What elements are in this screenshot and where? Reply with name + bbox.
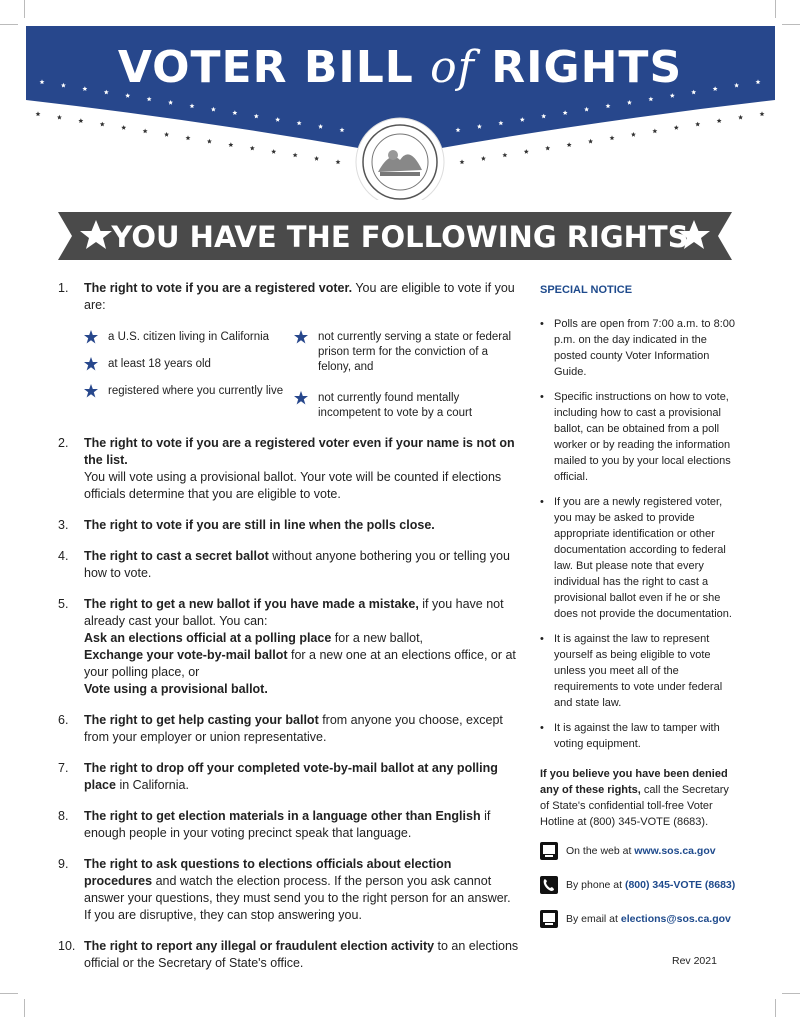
right-item: 9. The right to ask questions to elections officials about election procedures and watch the election process. If the person you ask cannot answer your questions, they must send you to the right person for an answer. If you are disruptive, they can stop answering you. [58, 857, 511, 922]
star-icon [460, 159, 465, 164]
star-icon [84, 357, 98, 371]
right-item: 6. The right to get help casting your ballot from anyone you choose, except from your employer or union representative. [58, 713, 503, 744]
star-icon [314, 156, 319, 161]
star-icon [294, 391, 308, 405]
star-icon [567, 142, 572, 147]
star-icon [84, 384, 98, 398]
eligibility-list [84, 330, 520, 421]
notice-item: • If you are a newly registered voter, you may be asked to provide appropriate identification or other documentation according to federal law. But please note that every individual has the right to cast a provisional ballot even if he or she does not provide the documentation. [540, 496, 732, 620]
star-icon [186, 135, 191, 140]
computer-icon [540, 910, 558, 928]
right-item: 10. The right to report any illegal or fraudulent election activity to an elections official or the Secretary of State's office. [58, 939, 519, 970]
special-notice-title: SPECIAL NOTICE [540, 284, 633, 296]
star-icon [674, 125, 679, 130]
star-icon [481, 156, 486, 161]
page-title: VOTER BILL of RIGHTS [117, 42, 683, 93]
star-icon [271, 149, 276, 154]
star-icon [294, 330, 308, 344]
notice-item: • It is against the law to tamper with voting equipment. [540, 722, 720, 750]
eligibility-item: at least 18 years old [84, 357, 284, 372]
star-icon [84, 330, 98, 344]
denied-rights-text: If you believe you have been denied any of these rights, call the Secretary of State's confidential toll-free Voter Hotline at (800) 345-VOTE (8683). [540, 768, 729, 828]
star-icon [143, 129, 148, 134]
notice-item: • It is against the law to represent yourself as being eligible to vote unless you meet all of the requirements to vote under federal and state law. [540, 633, 723, 709]
crop-mark [0, 993, 18, 994]
star-icon [121, 125, 126, 130]
right-item: 4. The right to cast a secret ballot without anyone bothering you or telling you how to vote. [58, 549, 510, 580]
star-icon [502, 153, 507, 158]
rights-list [58, 280, 520, 986]
star-icon [695, 122, 700, 127]
crop-mark [782, 993, 800, 994]
star-icon [631, 132, 636, 137]
star-icon [57, 115, 62, 120]
computer-icon [540, 842, 558, 860]
star-icon [293, 153, 298, 158]
star-icon [652, 129, 657, 134]
star-icon [760, 111, 765, 116]
eligibility-item: not currently serving a state or federal prison term for the conviction of a felony, and [294, 330, 514, 375]
star-icon [545, 146, 550, 151]
revision-label: Rev 2021 [672, 955, 717, 967]
header-banner [0, 0, 800, 200]
right-item: 8. The right to get election materials in a language other than English if enough people in your voting precinct speak that language. [58, 809, 491, 840]
star-icon [78, 118, 83, 123]
california-state-seal-icon [356, 118, 444, 200]
star-icon [164, 132, 169, 137]
star-icon [228, 142, 233, 147]
right-item: 1. The right to vote if you are a registered voter. You are eligible to vote if you are: a U.S. citizen living in California at least 18 years old registered where you currently live not currently serving a state or federal prison term for the conviction of a felony, and not currently found mentally incompetent to vote by a court [58, 280, 520, 421]
right-item: 7. The right to drop off your completed vote-by-mail ballot at any polling place in California. [58, 761, 498, 792]
phone-icon [540, 876, 558, 894]
notice-item: • Specific instructions on how to vote, including how to cast a provisional ballot, can be obtained from a poll worker or by reading the information mailed to you by your local elections official. [540, 391, 731, 483]
star-icon [336, 159, 341, 164]
eligibility-item: registered where you currently live [84, 384, 284, 399]
sidebar [540, 282, 740, 932]
crop-mark [24, 999, 25, 1017]
right-item: 3. The right to vote if you are still in line when the polls close. [58, 518, 435, 532]
star-icon [100, 122, 105, 127]
star-icon [588, 139, 593, 144]
crop-mark [775, 999, 776, 1017]
eligibility-item: a U.S. citizen living in California [84, 330, 284, 345]
star-icon [250, 146, 255, 151]
star-icon [738, 115, 743, 120]
phone-link[interactable]: (800) 345-VOTE (8683) [624, 879, 736, 891]
right-item: 5. The right to get a new ballot if you have made a mistake, if you have not already cast your ballot. You can: Ask an elections official at a polling place for a new ballot, Exchange your vote-by-mail ballot for a new one at an elections office, or at your polling place, or Vote using a provisional ballot. [58, 597, 516, 696]
star-icon [207, 139, 212, 144]
contact-web: On the web at www.sos.ca.gov [540, 842, 740, 864]
contact-email: By email at elections@sos.ca.gov [540, 910, 740, 932]
eligibility-item: not currently found mentally incompetent to vote by a court [294, 391, 514, 421]
email-link[interactable]: elections@sos.ca.gov [620, 913, 731, 925]
star-icon [36, 111, 41, 116]
contact-phone: By phone at (800) 345-VOTE (8683) [540, 876, 740, 898]
star-icon [524, 149, 529, 154]
web-link[interactable]: www.sos.ca.gov [634, 845, 716, 857]
notice-item: • Polls are open from 7:00 a.m. to 8:00 p.m. on the day indicated in the posted county Voter Information Guide. [540, 318, 735, 378]
star-icon [610, 135, 615, 140]
star-icon [717, 118, 722, 123]
section-heading: YOU HAVE THE FOLLOWING RIGHTS [111, 220, 689, 254]
right-item: 2. The right to vote if you are a registered voter even if your name is not on the list. You will vote using a provisional ballot. Your vote will be counted if elections officials determine that you are eligible to vote. [58, 436, 515, 501]
